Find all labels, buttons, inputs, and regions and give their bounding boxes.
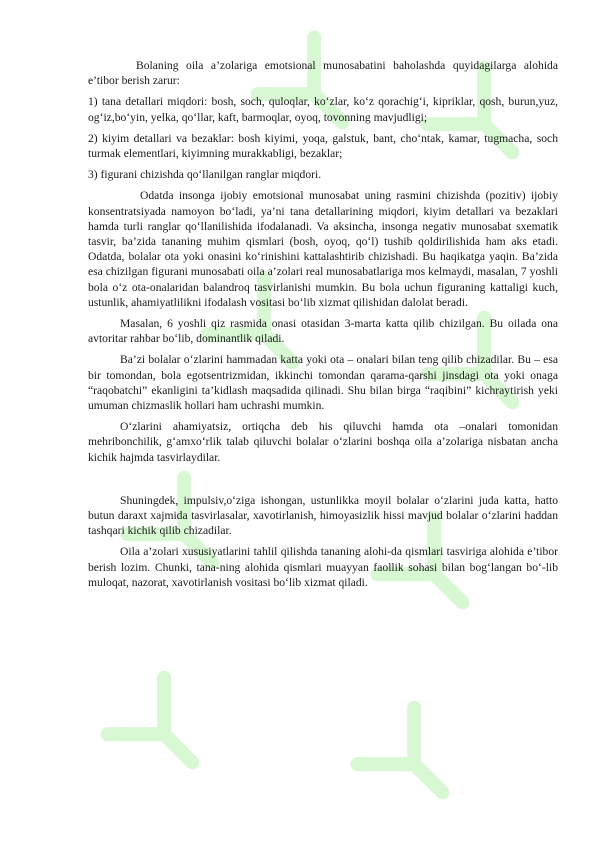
document-body <box>88 58 558 596</box>
paragraph-list-item-2: 2) kiyim detallari va bezaklar: bosh kiyimi, yoqa, galstuk, bant, cho‘ntak, kamar, tugmacha, soch turmak elementlari, kiyimning murakkabligi, bezaklar; <box>88 131 558 161</box>
paragraph-equal-size: Ba’zi bolalar o‘zlarini hammadan katta yoki ota – onalari bilan teng qilib chizadilar. Bu – esa bir tomondan, bola egotsentrizmidan, ikkinchi tomondan qarama-qarshi jinsdagi ota yoki onaga “raqobatchi” ekanligini ta’kidlash maqsadida qilinadi. Shu bilan birga “raqibini” kichraytirish yeki umuman chizmaslik hollari ham uchrashi mumkin. <box>88 353 558 413</box>
paragraph-list-item-3: 3) figurani chizishda qo‘llanilgan ranglar miqdori. <box>88 168 322 182</box>
paragraph-example-girl: Masalan, 6 yoshli qiz rasmida onasi otasidan 3-marta katta qilib chizilgan. Bu oilada ona avtoritar rahbar bo‘lib, dominantlik qiladi. <box>88 317 558 346</box>
paragraph-body-parts: Oila a’zolari xususiyatlarini tahlil qilishda tananing alohi-da qismlari tasviriga alohida e’tibor berish lozim. Chunki, tana-ning alohida qismlari muayyan faollik sohasi bilan bog‘langan bo‘-lib muloqat, nazorat, xavotirlanish vositasi bo‘lib xizmat qiladi. <box>88 545 558 589</box>
paragraph-positive-negative: Odatda insonga ijobiy emotsional munosabat uning rasmini chizishda (pozitiv) ijobiy konsentratsiyada namoyon bo‘ladi, ya’ni tana detallarining miqdori, kiyim detallari va bezaklari hamda turli ranglar qo‘llanilishida ifodalanadi. Va aksincha, insonga negativ munosabat sxematik tasvir, ba’zida tananing muhim qismlari (bosh, oyoq, qo‘l) tushib qoldirilishida ham aks etadi. Odatda, bolalar ota yoki onasini ko‘rinishini kattalashtirib chizishadi. Bu haqikatga yaqin. Ba’zida esa chizilgan figurani munosabati oila a’zolari real munosabatlariga mos kelmaydi, masalan, 7 yoshli bola o‘z ota-onalaridan balandroq tasvirlanishi mumkin. Bu bola uchun figuraning kattaligi kuch, ustunlik, ahamiyatlilikni ifodalash vositasi bo‘lib xizmat qilishidan dalolat beradi. <box>88 189 558 309</box>
paragraph-intro: Bolaning oila a’zolariga emotsional munosabatini baholashda quyidagilarga alohida e’tibor berish zarur: <box>88 59 558 88</box>
paragraph-list-item-1: 1) tana detallari miqdori: bosh, soch, quloqlar, ko‘zlar, ko‘z qorachig‘i, kipriklar, qosh, burun,yuz, og‘iz,bo‘yin, yelka, qo‘llar, kaft, barmoqlar, oyoq, tovonning mavjudligi; <box>88 95 558 124</box>
paragraph-impulsive: Shuningdek, impulsiv,o‘ziga ishongan, ustunlikka moyil bolalar o‘zlarini juda katta, hatto butun daraxt xajmida tasvirlasalar, xavotirlanish, himoyasizlik hissi mavjud bolalar o‘zlarini haddan tashqari kichik qilib chizadilar. <box>88 493 558 538</box>
paragraph-spacer <box>88 471 558 493</box>
paragraph-small-self: O‘zlarini ahamiyatsiz, ortiqcha deb his qiluvchi hamda ota –onalari tomonidan mehribonchilik, g‘amxo‘rlik talab qiluvchi bolalar o‘zlarini boshqa oila a’zolariga nisbatan ancha kichik hajmda tasvirlaydilar. <box>88 420 558 464</box>
